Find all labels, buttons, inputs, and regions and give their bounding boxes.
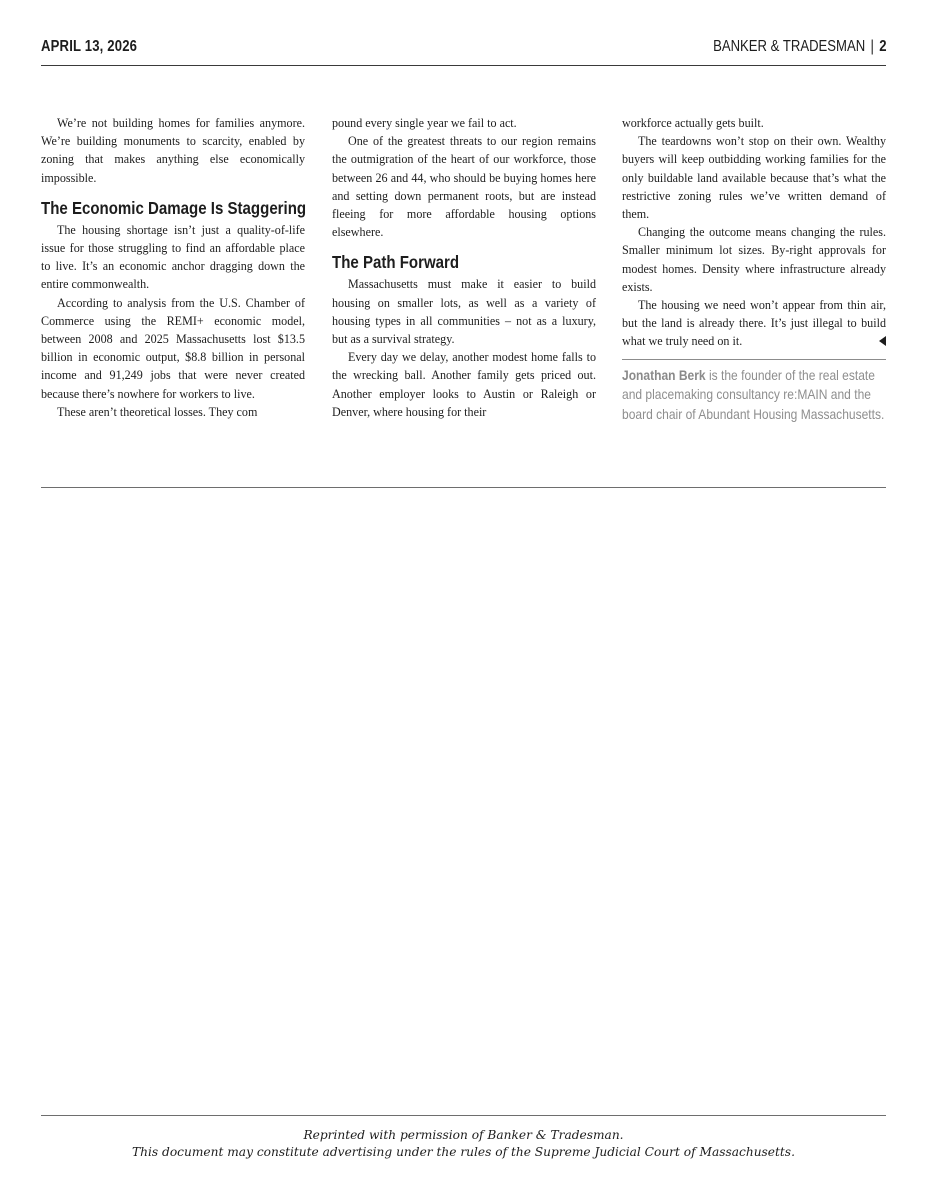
paragraph [622,296,886,351]
paragraph: Massachusetts must make it easier to build housing on smaller lots, as well as a variety of housing types in all communities – not as a luxury, but as a survival strategy. [332,277,596,347]
bio-divider [622,359,886,360]
author-bio-text: is the founder of the real estate and placemaking consultancy re:MAIN and the board chair of Abundant Housing Massachusetts. [622,366,885,422]
left-triangle-icon [879,336,886,346]
paragraph: pound every single year we fail to act. [332,116,517,130]
paragraph-text: The housing we need won’t appear from thin air, but the land is already there. It’s just illegal to build what we truly need on it. [622,298,886,349]
article-column-3 [622,114,886,424]
author-bio [622,366,886,425]
page-footer [41,1127,886,1161]
reprint-notice: Reprinted with permission of Banker & Tradesman. [303,1128,624,1142]
paragraph: workforce actually gets built. [622,116,764,130]
paragraph: One of the greatest threats to our region remains the outmigration of the heart of our workforce, those between 26 and 44, who should be buying homes here and setting down permanent roots, but are instead fleeing for more affordable housing options elsewhere. [332,134,596,240]
page-number: 2 [878,38,886,55]
footer-divider [41,1115,886,1116]
section-divider [41,487,886,488]
issue-date: APRIL 13, 2026 [41,38,138,55]
paragraph: Changing the outcome means changing the rules. Smaller minimum lot sizes. By-right approvals for modest homes. Density where infrastructure already exists. [622,225,886,294]
paragraph: According to analysis from the U.S. Chamber of Commerce using the REMI+ economic model, between 2008 and 2025 Massachusetts lost $13.5 billion in economic output, $8.8 billion in personal income and 91,249 jobs that were never created because there’s nowhere for workers to live. [41,295,305,401]
article-body [41,114,886,454]
header-separator: | [869,38,874,55]
paragraph: The housing shortage isn’t just a quality-of-life issue for those struggling to find an affordable place to live. It’s an economic anchor dragging down the entire commonwealth. [41,222,305,292]
paragraph: We’re not building homes for families anymore. We’re building monuments to scarcity, enabled by zoning that makes anything else economically impossible. [41,116,305,185]
paragraph: The teardowns won’t stop on their own. Wealthy buyers will keep outbidding working families for the only buildable land available because that’s what the restrictive zoning rules we’ve written demand of them. [622,134,886,222]
author-name: Jonathan Berk [622,366,706,383]
publication-name: BANKER & TRADESMAN [712,38,865,55]
page-header [41,36,886,66]
section-heading: The Path Forward [332,252,460,273]
article-column-2 [332,114,596,421]
publication-masthead [713,38,886,56]
section-heading: The Economic Damage Is Staggering [41,197,307,218]
advertising-disclaimer: This document may constitute advertising under the rules of the Supreme Judicial Court of Massachusetts. [132,1145,795,1159]
article-column-1 [41,114,305,421]
paragraph: These aren’t theoretical losses. They com [57,404,258,419]
paragraph: Every day we delay, another modest home falls to the wrecking ball. Another family gets priced out. Another employer looks to Austin or Raleigh or Denver, where housing for their [332,350,596,419]
